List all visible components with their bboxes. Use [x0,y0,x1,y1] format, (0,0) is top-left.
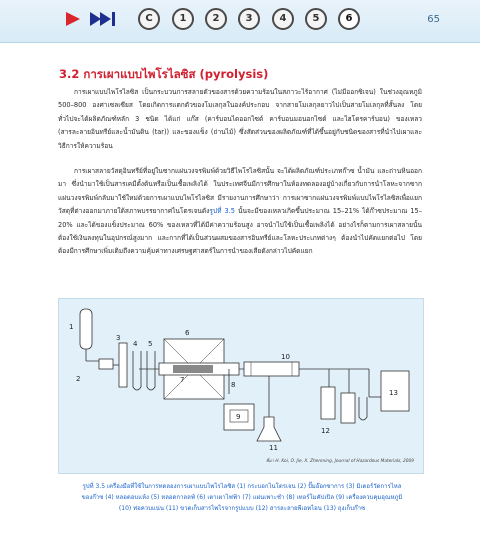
label-7: 7 [180,376,185,384]
label-3: 3 [116,334,121,342]
apparatus-diagram [59,299,423,473]
paragraph-2-text-a: การเผาสลายวัสดุอินทรีย์ที่อยู่ในซากแผ่นวงจรพิมพ์ด้วยวิธีไพโรไลซิสนั้น จะได้ผลิตภัณฑ์ประเภทก๊าซ น้ำมัน และถ่านหินออกมา ซึ่งนำมาใช้เป็นสารเคมีตั้งต้นหรือเป็นเชื้อเพลิงได้ ในประเทศจีนมีการศึกษาในห้องทดลองอยู่บ้างเกี่ยวกับการนำโลหะจากซากแผ่นวงจรพิมพ์กลับมาใช้ใหม่ด้วยการเผาแบบไพโรไลซิส มีรายงานการศึกษาว่า การเผาซากแผ่นวงจรพิมพ์แบบไพโรไลซิสเพื่อแยกวัสดุที่ต่างออกมาภายใต้สภาพบรรยากาศไนโตรเจนดัง [58,167,422,216]
apparatus-figure [58,298,424,474]
page-number: 65 [427,14,440,25]
paragraph-1 [58,86,422,153]
label-9: 9 [236,413,241,421]
figure-reference-link[interactable]: รูปที่ 3.5 [209,207,235,216]
label-13: 13 [389,389,398,397]
nitrogen-cylinder [80,309,92,349]
sample-boat [173,365,213,373]
collection-flask [257,417,281,441]
flow-meter [119,343,127,387]
caption-label: รูปที่ 3.5 [82,483,106,490]
label-5: 5 [148,340,153,348]
label-6: 6 [185,329,190,337]
nav-circle-3[interactable]: 3 [238,8,260,30]
fast-forward-icon[interactable] [90,12,116,26]
label-11: 11 [269,444,278,452]
header-divider [0,42,480,43]
condenser [244,362,299,376]
u-tube [147,351,155,390]
play-icon[interactable] [66,12,80,26]
nav-circle-c[interactable]: C [138,8,160,30]
figure-credit: ที่มา H. Koi, O. Jie, X. Zhenming, Journal of Hazardous Materials, 2009 [265,459,414,464]
label-2: 2 [76,375,81,383]
nav-circle-2[interactable]: 2 [205,8,227,30]
label-12: 12 [321,427,330,435]
paragraph-1-text: การเผาแบบไพโรไลซิส เป็นกระบวนการสลายตัวของสารด้วยความร้อนในสภาวะไร้อากาศ (ไม่มีออกซิเจน) ในช่วงอุณหภูมิ 500–800 องศาเซลเซียส โดยเกิดการแตกตัวของโมเลกุลในองค์ประกอบ จากสายโมเลกุลยาวไปเป็นสายโมเลกุลที่สั้นลง โดยทั่วไปจะได้ผลิตภัณฑ์หลัก 3 ชนิด ได้แก่ แก๊ส (คาร์บอนไดออกไซด์ คาร์บอนมอนอกไซด์ และไฮโดรคาร์บอน) ของเหลว (สารละลายอินทรีย์และน้ำมันดิน (tar)) และของแข็ง (ถ่านไม้) ซึ่งสัดส่วนของผลิตภัณฑ์ที่ได้ขึ้นอยู่กับชนิดของสารที่นำไปเผาและวิธีการให้ความร้อน [58,88,422,150]
label-1: 1 [69,323,74,331]
absorber-1 [321,387,335,419]
label-4: 4 [133,340,138,348]
figure-caption [78,481,406,514]
label-8: 8 [231,381,236,389]
nav-circle-5[interactable]: 5 [305,8,327,30]
absorber-2 [341,393,355,423]
nav-circle-6[interactable]: 6 [338,8,360,30]
drying-tube [133,351,141,390]
pump [99,359,113,369]
u-tube-2 [359,397,367,420]
section-title: 3.2 การเผาแบบไพโรไลซิส (pyrolysis) [59,67,269,81]
caption-text: เครื่องมือที่ใช้ในการทดลองการเผาแบบไพโรไลซิส (1) กระบอกไนโตรเจน (2) ปั๊มอ๊อกซาการ (3) มิเตอร์วัดการไหลของก๊าซ (4) หลอดอบแห้ง (5) หลอดกาลลฟ์ (6) เตาเผาไฟฟ้า (7) แผ่นเพาะชำ (8) เทอร์โมคัปเปิล (9) เครื่องควบคุมอุณหภูมิ (10) ท่อควบแน่น (11) ขวดเก็บสารไพโรจากรูปแบบ (12) สารละลายพีเอทไอน (13) ถุงเก็บก๊าซ [81,483,403,512]
paragraph-2 [58,165,422,259]
label-10: 10 [281,353,290,361]
paragraph-2-text-b: นั้นจะมีของเหลวเกิดขึ้นประมาณ 15–21% ได้ก๊าซประมาณ 15–20% และได้ของแข็งประมาณ 60% ของเหลวที่ได้มีค่าความร้อนสูง อาจนำไปใช้เป็นเชื้อเพลิงได้ อย่างไรก็ตามการเผาสลายนั้นต้องใช้เงินลงทุนในอุปกรณ์สูงมาก และกากที่ได้เป็นส่วนผสมของสารอินทรีย์และโลหะประเภทต่างๆ ต้องนำไปคัดแยกต่อไป โดยต้องมีการศึกษาเพิ่มเติมถึงความคุ้มค่าทางเศรษฐศาสตร์ในการนำของเสียดังกล่าวไปคัดแยก [58,207,422,256]
nav-circle-1[interactable]: 1 [172,8,194,30]
nav-circle-4[interactable]: 4 [272,8,294,30]
